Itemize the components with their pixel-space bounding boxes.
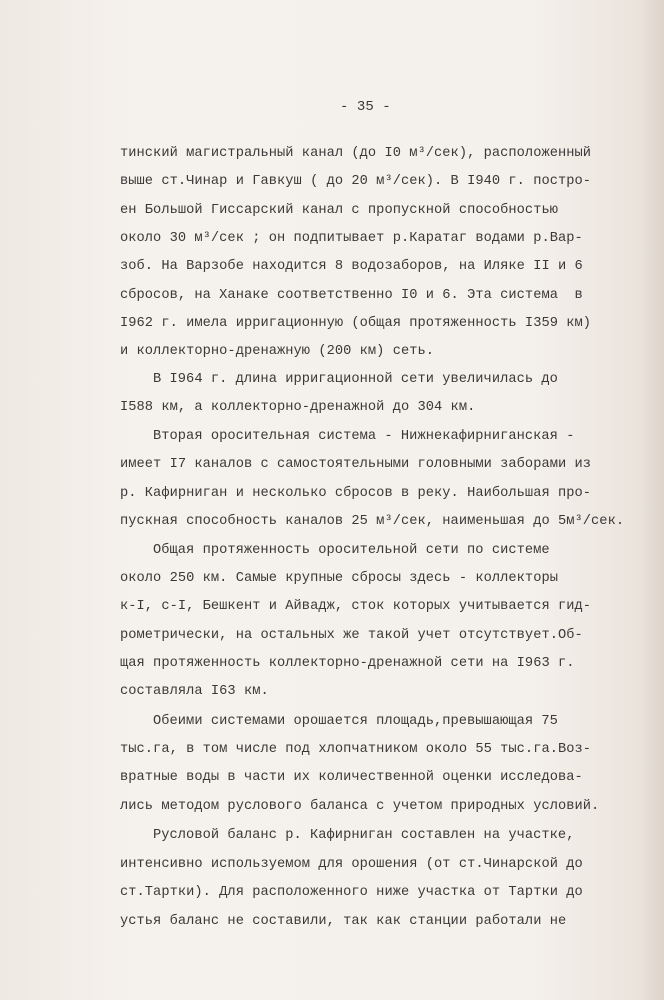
text-line: р. Кафирниган и несколько сбросов в реку. Наибольшая про-	[120, 486, 592, 501]
text-line: вратные воды в части их количественной оценки исследова-	[120, 770, 583, 785]
text-line: около 250 км. Самые крупные сбросы здесь - коллекторы	[120, 571, 558, 586]
text-line: зоб. На Варзобе находится 8 водозаборов, на Иляке II и 6	[120, 259, 583, 274]
text-line: около 30 м³/сек ; он подпитывает р.Каратаг водами р.Вар-	[120, 231, 583, 246]
page-number: - 35 -	[340, 99, 391, 115]
text-line: ст.Тартки). Для расположенного ниже участка от Тартки до	[120, 885, 583, 900]
text-line: пускная способность каналов 25 м³/сек, наименьшая до 5м³/сек.	[120, 514, 625, 529]
text-line: В I964 г. длина ирригационной сети увеличилась до	[153, 372, 558, 387]
text-line: Общая протяженность оросительной сети по системе	[153, 543, 550, 558]
text-line: и коллекторно-дренажную (200 км) сеть.	[120, 344, 435, 359]
text-line: интенсивно используемом для орошения (от ст.Чинарской до	[120, 857, 583, 872]
text-line: лись методом руслового баланса с учетом природных условий.	[120, 799, 600, 814]
text-line: Вторая оросительная система - Нижнекафирниганская -	[153, 429, 575, 444]
text-line: сбросов, на Ханаке соответственно I0 и 6. Эта система в	[120, 288, 583, 303]
text-line: Русловой баланс р. Кафирниган составлен на участке,	[153, 828, 575, 843]
text-line: Обеими системами орошается площадь,превышающая 75	[153, 714, 558, 729]
text-line: I962 г. имела ирригационную (общая протяженность I359 км)	[120, 316, 592, 331]
text-line: I588 км, а коллекторно-дренажной до 304 км.	[120, 400, 476, 415]
text-line: устья баланс не составили, так как станции работали не	[120, 914, 567, 929]
text-line: тыс.га, в том числе под хлопчатником около 55 тыс.га.Воз-	[120, 742, 592, 757]
text-line: имеет I7 каналов с самостоятельными головными заборами из	[120, 457, 592, 472]
text-line: щая протяженность коллекторно-дренажной сети на I963 г.	[120, 656, 575, 671]
text-line: ен Большой Гиссарский канал с пропускной способностью	[120, 203, 558, 218]
text-line: тинский магистральный канал (до I0 м³/сек), расположенный	[120, 146, 592, 161]
text-line: выше ст.Чинар и Гавкуш ( до 20 м³/сек). В I940 г. постро-	[120, 174, 592, 189]
text-line: рометрически, на остальных же такой учет отсутствует.Об-	[120, 628, 583, 643]
text-line: к-I, с-I, Бешкент и Айвадж, сток которых учитывается гид-	[120, 599, 592, 614]
text-line: составляла I63 км.	[120, 684, 269, 699]
